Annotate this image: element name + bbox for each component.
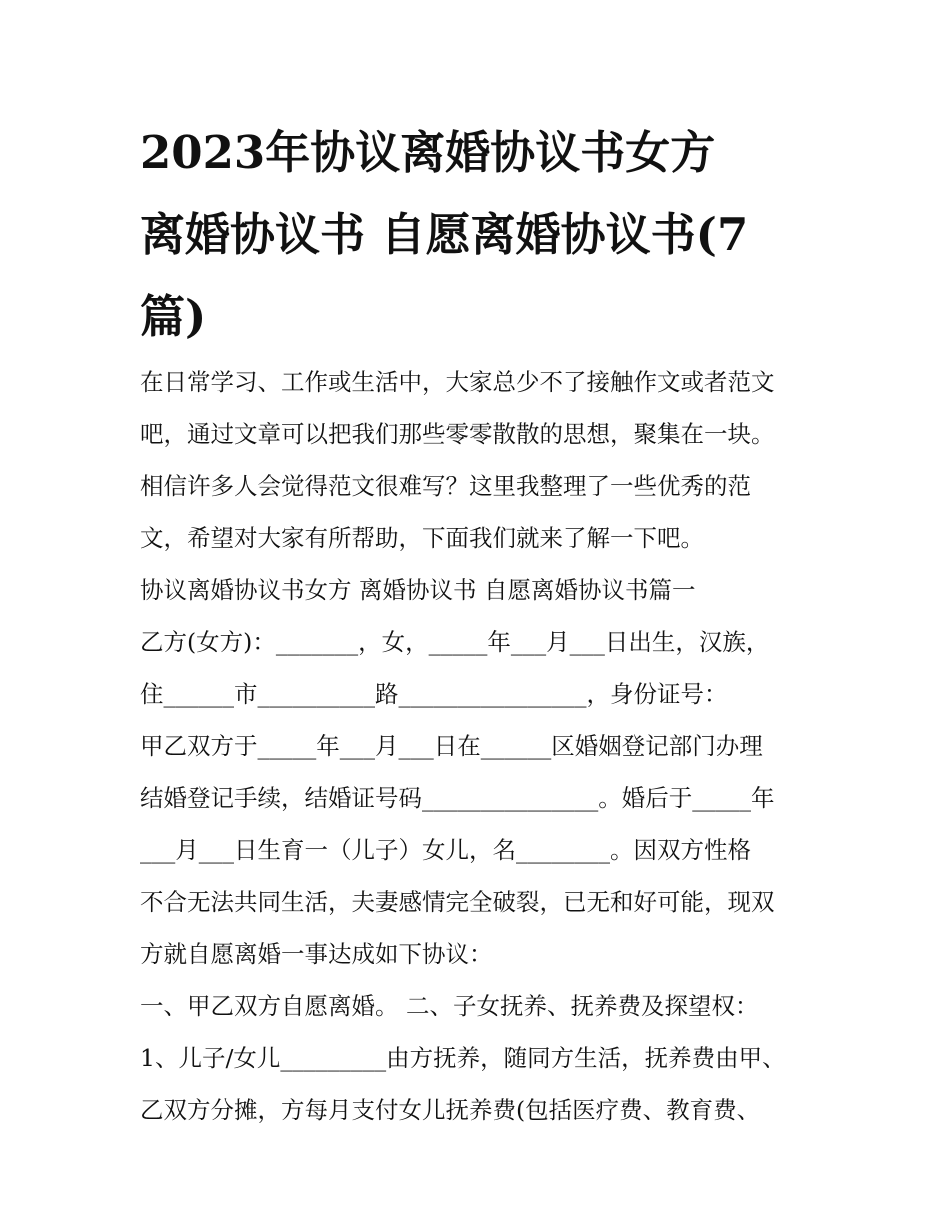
document-body xyxy=(140,356,830,1136)
title-line-1: 2023年协议离婚协议书女方 xyxy=(140,126,716,179)
document-title xyxy=(140,112,820,358)
section-heading: 协议离婚协议书女方 离婚协议书 自愿离婚协议书篇一 xyxy=(140,576,696,604)
body-line: 吧，通过文章可以把我们那些零零散散的思想，聚集在一块。 xyxy=(140,420,775,448)
body-line: 甲乙双方于_____年___月___日在______区婚姻登记部门办理 xyxy=(140,732,763,760)
body-line: 在日常学习、工作或生活中，大家总少不了接触作文或者范文 xyxy=(140,368,775,396)
body-line: 一、甲乙双方自愿离婚。 二、子女抚养、抚养费及探望权： xyxy=(140,992,759,1020)
body-line: 1、儿子/女儿_________由方抚养，随同方生活，抚养费由甲、 xyxy=(140,1044,786,1072)
title-line-3: 篇) xyxy=(140,290,207,343)
body-line: 乙方(女方)：_______，女，_____年___月___日出生，汉族， xyxy=(140,628,770,656)
body-line: 不合无法共同生活，夫妻感情完全破裂，已无和好可能，现双 xyxy=(140,888,775,916)
body-line: 相信许多人会觉得范文很难写？这里我整理了一些优秀的范 xyxy=(140,472,751,500)
body-line: 乙双方分摊，方每月支付女儿抚养费(包括医疗费、教育费、 xyxy=(140,1096,761,1124)
body-line: 住______市__________路________________，身份证号： xyxy=(140,680,728,708)
body-line: 结婚登记手续，结婚证号码_______________。婚后于_____年 xyxy=(140,784,775,812)
title-line-2: 离婚协议书 自愿离婚协议书(7 xyxy=(140,208,749,261)
body-line: 文，希望对大家有所帮助，下面我们就来了解一下吧。 xyxy=(140,524,704,552)
body-line: ___月___日生育一（儿子）女儿，名________。因双方性格 xyxy=(140,836,751,864)
body-line: 方就自愿离婚一事达成如下协议： xyxy=(140,940,493,968)
